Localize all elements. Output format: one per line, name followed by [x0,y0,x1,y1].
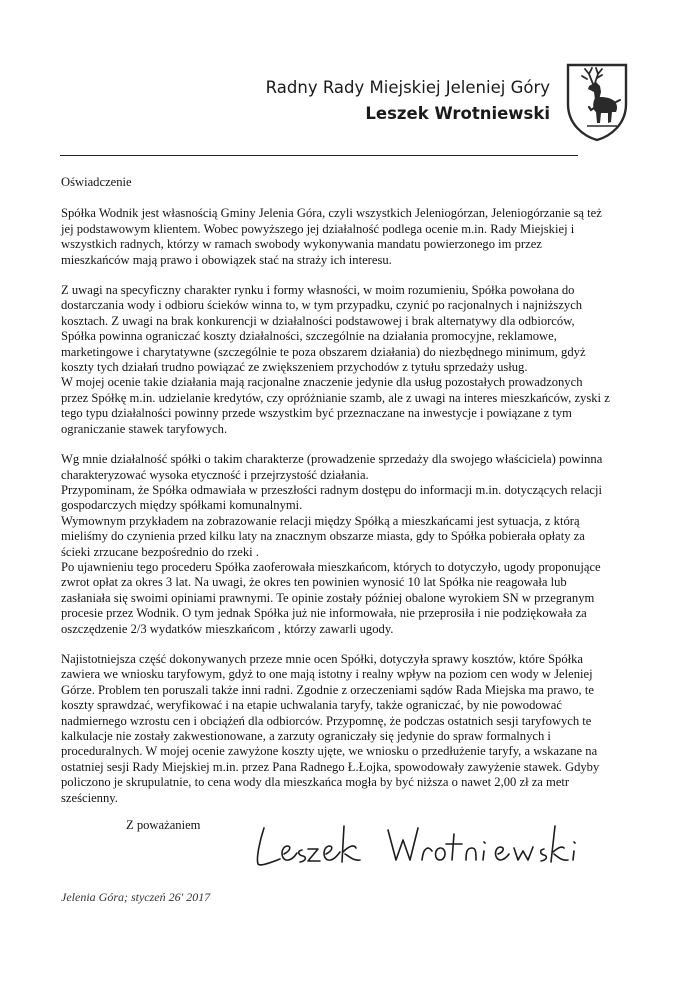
text-line: jej podstawowym klientem. Wobec powyższego jej działalność podlega ocenie m.in. Rady Miejskiej i [61,221,575,236]
text-line: przez Spółkę m.in. udzielanie kredytów, czy opróżnianie szamb, ale z uwagi na interes mieszkańców, zyski z [61,390,610,405]
text-line: dostarczania wody i odbioru ścieków winna to, w tym przypadku, czynić po racjonalnych i najniższych [61,298,583,313]
text-line: charakteryzować wysoka etyczność i przejrzystość działania. [61,467,369,482]
text-line: marketingowe i charytatywne (szczególnie te poza obszarem działania) do niezbędnego minimum, gdyż [61,344,586,359]
place-and-date: Jelenia Góra; styczeń 26' 2017 [61,890,211,904]
text-line: zwrot opłat za okres 3 lat. Na uwagi, że okres ten powinien wynosić 10 lat Spółka nie reagowała lub [61,575,567,590]
text-line: ostatniej sesji Rady Miejskiej m.in. przez Pana Radnego Ł.Łojka, spowodowały zawyżenie stawek. Gdyby [61,759,600,774]
text-line: zawiera we wniosku taryfowym, gdyż to one mają istotny i realny wpływ na poziom cen wody w Jeleniej [61,667,593,682]
body-paragraph [61,452,646,637]
text-line: Spółka Wodnik jest własnością Gminy Jelenia Góra, czyli wszystkich Jeleniogórzan, Jeleniogórzanie są też [61,206,602,221]
text-line: Z uwagi na specyficzny charakter rynku i formy własności, w moim rozumieniu, Spółka powołana do [61,283,575,298]
text-line: Przypominam, że Spółka odmawiała w przeszłości radnym dostępu do informacji m.in. dotyczących relacji [61,482,603,497]
text-line: gospodarczych między spółkami komunalnymi. [61,498,303,513]
text-line: mieszkańców mają prawo i obowiązek stać na straży ich interesu. [61,252,392,267]
text-line: mieliśmy do czynienia przed kilku laty na znacznym obszarze miasta, gdy to Spółka pobierała opłaty za [61,529,585,544]
letter-paragraphs [61,206,646,806]
text-line: ścieki zrzucane bezpośrednio do rzeki . [61,544,259,559]
text-line: Wymownym przykładem na zobrazowanie relacji między Spółką a mieszkańcami jest sytuacja, z którą [61,513,580,528]
text-line: sześcienny. [61,790,118,805]
header-divider [60,155,578,156]
text-line: koszty sprawdzać, weryfikować i na etapie uchwalania taryfy, także ograniczać, by nie powodować [61,698,562,713]
text-line: W mojej ocenie takie działania mają racjonalne znaczenie jedynie dla usług pozostałych prowadzonych [61,375,583,390]
text-line: kalkulacje nie zostały zakwestionowane, a zarzuty ograniczały się jedynie do spraw formalnych i [61,729,551,743]
signature-image [250,818,585,878]
deer-crest-icon [565,62,629,142]
text-line: ograniczanie stawek taryfowych. [61,421,228,436]
text-line: Po ujawnieniu tego procederu Spółka zaoferowała mieszkańcom, których to dotyczyło, ugody proponujące [61,559,601,574]
letter-body [61,175,646,821]
letterhead-name: Leszek Wrotniewski [365,104,550,123]
text-line: Górze. Problem ten poruszali także inni radni. Zgodnie z orzeczeniami sądów Rada Miejska ma prawo, te [61,682,594,697]
text-line: Spółka powinna ograniczać koszty działalności, szczególnie na działania promocyjne, reklamowe, [61,329,557,344]
body-paragraph [61,206,646,268]
closing-text: Z poważaniem [126,818,201,832]
letterhead-title: Radny Rady Miejskiej Jeleniej Góry [265,78,550,97]
text-line: oszczędzenie 2/3 wydatków mieszkańcom , którzy zawarli ugody. [61,621,394,636]
body-paragraph [61,652,646,806]
text-line: zasłaniała się swoimi opiniami prawnymi. Te opinie zostały później obalone wyrokiem SN w przegranym [61,590,595,605]
body-paragraph [61,283,646,437]
text-line: tego typu działalności powinny przede wszystkim być przeznaczane na inwestycje i powiązane z tym [61,406,572,421]
text-line: nadmiernego wzrostu cen i obciążeń dla odbiorców. Przypomnę, że podczas ostatnich sesji taryfowych te [61,713,592,728]
text-line: procesie przez Wodnik. O tym jednak Spółka już nie informowała, nie przeprosiła i nie podziękowała za [61,606,587,621]
text-line: Wg mnie działalność spółki o takim charakterze (prowadzenie sprzedaży dla swojego właściciela) powinna [61,452,603,467]
text-line: Najistotniejsza część dokonywanych przeze mnie ocen Spółki, dotyczyła sprawy kosztów, które Spółka [61,651,584,666]
text-line: policzono je skrupulatnie, to cena wody dla mieszkańca mogła by być niższa o nawet 2,00 zł za metr [61,775,570,790]
text-line: wszystkich radnych, którzy w ramach swobody wykonywania mandatu powierzonego im przez [61,237,542,252]
text-line: kosztach. Z uwagi na brak konkurencji w działalności podstawowej i brak alternatywy dla odbiorców, [61,313,575,328]
letter-heading: Oświadczenie [61,175,132,189]
text-line: koszty tych działań trudno powiązać ze zwiększeniem przychodów z tytułu sprzedaży usług. [61,360,528,375]
text-line: proceduralnych. W mojej ocenie zawyżone koszty ujęte, we wniosku o przedłużenie taryfy, a wskazane na [61,744,598,759]
